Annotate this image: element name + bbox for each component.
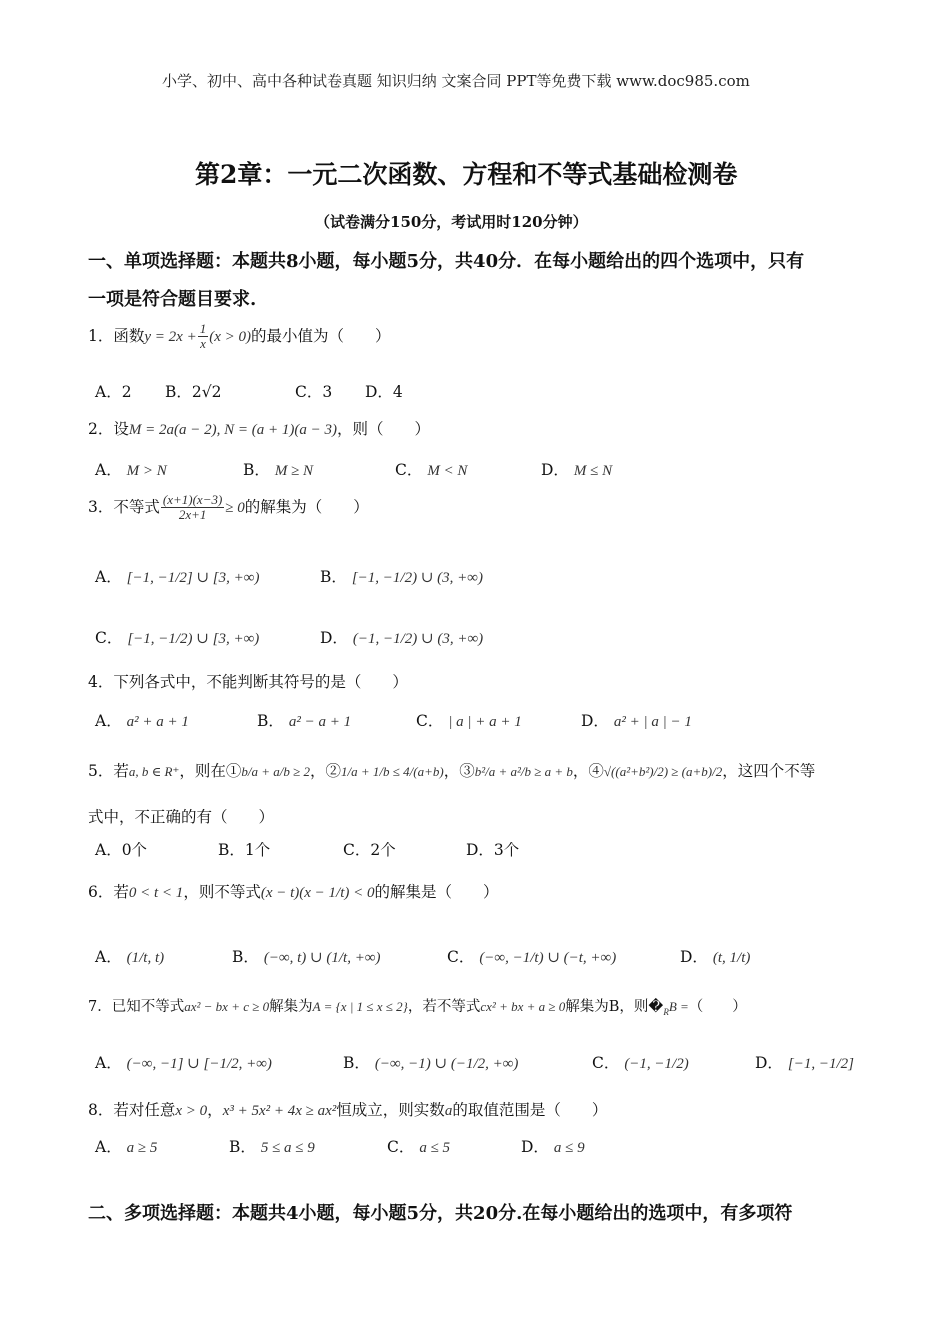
q1-option-d: D．4 xyxy=(365,383,403,401)
q7-subscript: R xyxy=(663,1006,669,1017)
q6-option-c: C． (−∞, −1/t) ∪ (−t, +∞) xyxy=(447,948,617,966)
q7-option-a: A． (−∞, −1] ∪ [−1/2, +∞) xyxy=(95,1054,272,1072)
q8-option-a: A． a ≥ 5 xyxy=(95,1138,158,1156)
q7-set-a: A = {x | 1 ≤ x ≤ 2} xyxy=(312,999,408,1014)
q5-statement-4: √((a²+b²)/2) ≥ (a+b)/2 xyxy=(603,764,723,779)
q7-post: （ ） xyxy=(688,999,747,1015)
question-4 xyxy=(88,673,408,692)
q2-option-d: D． M ≤ N xyxy=(541,461,613,479)
question-8 xyxy=(88,1101,607,1120)
q1-option-c: C．3 xyxy=(295,383,333,401)
q1-option-a: A．2 xyxy=(95,383,132,401)
question-7 xyxy=(88,999,747,1018)
q8-pre: 若对任意 xyxy=(113,1101,176,1119)
section1-heading-line2: 一项是符合题目要求. xyxy=(88,289,257,310)
q5-mid: ，则在① xyxy=(179,762,242,780)
question-3 xyxy=(88,493,369,523)
q4-text: 下列各式中，不能判断其符号的是（ ） xyxy=(113,673,408,691)
question-6 xyxy=(88,883,499,902)
q3-option-d: D． (−1, −1/2) ∪ (3, +∞) xyxy=(320,629,484,647)
question-5 xyxy=(88,762,815,781)
q3-fraction: $\frac{(x+1)(x-3)}{2x+1}$ xyxy=(162,492,223,523)
question-1 xyxy=(88,322,391,352)
q2-option-b: B． M ≥ N xyxy=(243,461,314,479)
q6-option-b: B． (−∞, t) ∪ (1/t, +∞) xyxy=(232,948,381,966)
q5-statement-1: b/a + a/b ≥ 2 xyxy=(241,764,310,779)
q7-inequality-1: ax² − bx + c ≥ 0 xyxy=(184,999,270,1014)
q4-option-a: A． a² + a + 1 xyxy=(95,712,189,730)
section2-heading-line1: 二、多项选择题：本题共4小题，每小题5分，共20分.在每小题给出的选项中，有多项符 xyxy=(88,1203,793,1224)
page-subtitle: （试卷满分150分，考试用时120分钟） xyxy=(315,213,588,231)
q3-option-c: C． [−1, −1/2) ∪ [3, +∞) xyxy=(95,629,260,647)
q5-label-3: ，③ xyxy=(443,762,475,780)
q5-statement-2: 1/a + 1/b ≤ 4/(a+b) xyxy=(341,764,444,779)
q8-variable: a xyxy=(444,1103,453,1119)
q5-option-a: A．0个 xyxy=(95,841,148,859)
q7-option-c: C． (−1, −1/2) xyxy=(592,1054,689,1072)
q8-condition: x > 0 xyxy=(175,1103,208,1119)
q8-option-c: C． a ≤ 5 xyxy=(387,1138,451,1156)
q2-expr: M = 2a(a − 2), N = (a + 1)(a − 3) xyxy=(128,422,337,438)
q4-option-d: D． a² + | a | − 1 xyxy=(581,712,692,730)
q2-pre: 设 xyxy=(113,420,129,438)
q6-pre: 若 xyxy=(113,883,129,901)
q5-condition: a, b ∈ R⁺ xyxy=(128,764,180,779)
q4-option-c: C． | a | + a + 1 xyxy=(416,712,522,730)
q5-line-2: 式中，不正确的有（ ） xyxy=(88,808,275,826)
q1-expr-b: (x > 0) xyxy=(209,328,251,345)
q2-post: ，则（ ） xyxy=(336,420,430,438)
page-title: 第2章：一元二次函数、方程和不等式基础检测卷 xyxy=(195,160,738,189)
q8-inequality: x³ + 5x² + 4x ≥ ax² xyxy=(222,1103,337,1119)
q1-option-b: B．2√2 xyxy=(165,383,222,401)
q7-inequality-2: cx² + bx + a ≥ 0 xyxy=(480,999,566,1014)
q5-option-b: B．1个 xyxy=(218,841,271,859)
q5-pre: 若 xyxy=(113,762,129,780)
q1-post: 的最小值为（ ） xyxy=(250,326,391,345)
q7-mid2: ，若不等式 xyxy=(407,999,481,1015)
q2-number: 2． xyxy=(88,420,114,438)
q5-label-4: ，④ xyxy=(572,762,604,780)
q1-expr-a: y = 2x + xyxy=(144,328,197,345)
q7-pre: 已知不等式 xyxy=(111,999,185,1015)
q3-pre: 不等式 xyxy=(113,497,160,516)
q1-pre: 函数 xyxy=(113,326,145,345)
q6-mid: ，则不等式 xyxy=(183,883,261,901)
section1-heading-line1: 一、单项选择题：本题共8小题，每小题5分，共40分．在每小题给出的四个选项中，只有 xyxy=(88,251,805,272)
q3-relation: ≥ 0 xyxy=(225,499,245,516)
question-2 xyxy=(88,420,430,439)
q8-option-b: B． 5 ≤ a ≤ 9 xyxy=(229,1138,315,1156)
q7-set-b: B = xyxy=(668,999,689,1014)
q8-post: 的取值范围是（ ） xyxy=(452,1101,608,1119)
q7-option-b: B． (−∞, −1) ∪ (−1/2, +∞) xyxy=(343,1054,519,1072)
q3-number: 3． xyxy=(88,497,114,516)
q7-number: 7． xyxy=(88,999,112,1015)
q5-label-2: ，② xyxy=(309,762,341,780)
q2-option-c: C． M < N xyxy=(395,461,468,479)
q3-option-b: B． [−1, −1/2) ∪ (3, +∞) xyxy=(320,568,483,586)
page-header: 小学、初中、高中各种试卷真题 知识归纳 文案合同 PPT等免费下载 www.doc985.com xyxy=(162,72,750,90)
q4-number: 4． xyxy=(88,673,114,691)
q6-expr: (x − t)(x − 1/t) < 0 xyxy=(260,885,375,901)
q7-option-d: D． [−1, −1/2] xyxy=(755,1054,854,1072)
q5-tail: ，这四个不等 xyxy=(722,762,816,780)
q6-option-d: D． (t, 1/t) xyxy=(680,948,751,966)
q5-option-d: D．3个 xyxy=(466,841,520,859)
q6-number: 6． xyxy=(88,883,114,901)
q5-option-c: C．2个 xyxy=(343,841,396,859)
q6-condition: 0 < t < 1 xyxy=(128,885,184,901)
q7-mid1: 解集为 xyxy=(269,999,313,1015)
q1-fraction: $\frac{1}{x}$ xyxy=(199,321,207,352)
q3-option-a: A． [−1, −1/2] ∪ [3, +∞) xyxy=(95,568,260,586)
q6-option-a: A． (1/t, t) xyxy=(95,948,165,966)
q2-option-a: A． M > N xyxy=(95,461,167,479)
q1-number: 1． xyxy=(88,326,114,345)
q4-option-b: B． a² − a + 1 xyxy=(257,712,352,730)
q8-mid: ， xyxy=(207,1101,223,1119)
q8-mid2: 恒成立，则实数 xyxy=(336,1101,445,1119)
q7-mid3: 解集为B，则� xyxy=(565,999,664,1015)
q5-statement-3: b²/a + a²/b ≥ a + b xyxy=(474,764,573,779)
q8-option-d: D． a ≤ 9 xyxy=(521,1138,585,1156)
q6-post: 的解集是（ ） xyxy=(374,883,499,901)
q8-number: 8． xyxy=(88,1101,114,1119)
q5-number: 5． xyxy=(88,762,114,780)
q3-post: 的解集为（ ） xyxy=(244,497,369,516)
